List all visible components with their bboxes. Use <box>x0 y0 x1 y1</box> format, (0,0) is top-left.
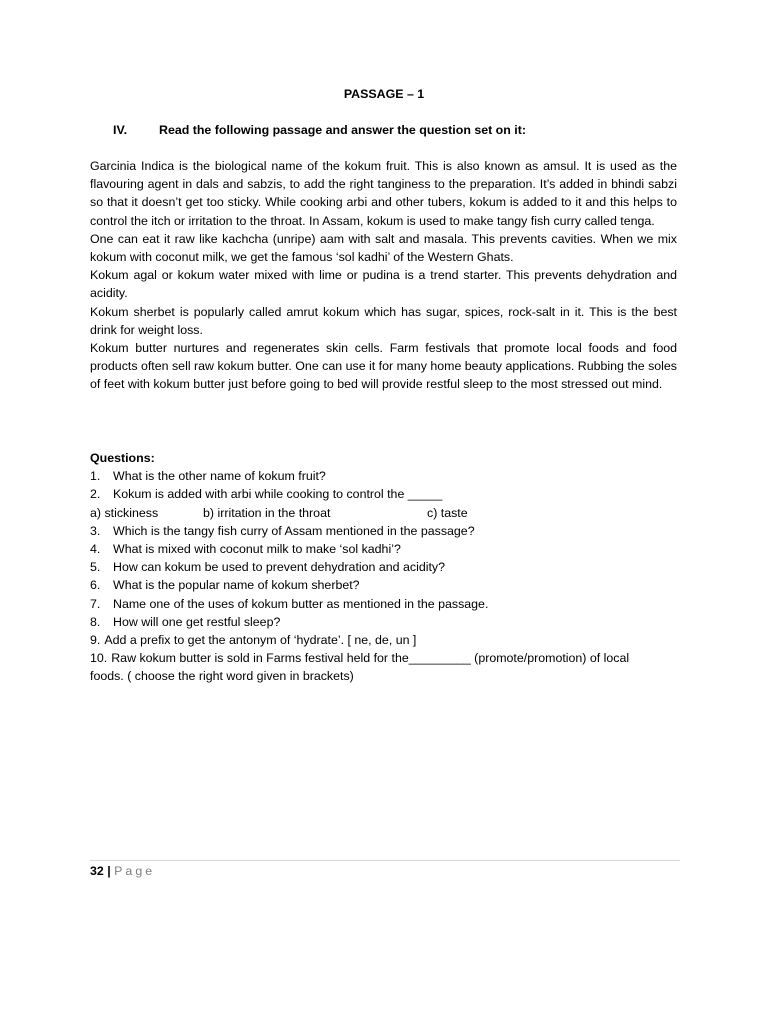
footer-separator: | <box>107 864 111 878</box>
option-a: a) stickiness <box>90 505 159 520</box>
question-item <box>90 467 690 485</box>
passage-paragraph: Garcinia Indica is the biological name of the kokum fruit. This is also known as amsul. It is used as the flavouring agent in dals and sabzis, to add the right tanginess to the preparation. It’s added in bhindi sabzi so that it doesn’t get too sticky. While cooking arbi and other tubers, kokum is added to it and this helps to control the itch or irritation to the throat. In Assam, kokum is used to make tangy fish curry called tenga. <box>90 159 677 228</box>
passage-paragraph: Kokum butter nurtures and regenerates skin cells. Farm festivals that promote local foods and food products often sell raw kokum butter. One can use it for many home beauty applications. Rubbing the soles of feet with kokum butter just before going to bed will provide restful sleep to the most stressed out mind. <box>90 341 677 392</box>
question-number: 5. <box>90 560 101 575</box>
passage-paragraph: One can eat it raw like kachcha (unripe) aam with salt and masala. This prevents cavities. When we mix kokum with coconut milk, we get the famous ‘sol kadhi’ of the Western Ghats. <box>90 231 677 265</box>
question-number: 8. <box>90 614 101 629</box>
question-text: What is the popular name of kokum sherbet? <box>113 578 360 593</box>
question-number: 9. <box>90 633 101 648</box>
question-text: Which is the tangy fish curry of Assam mentioned in the passage? <box>113 523 475 538</box>
question-item <box>90 613 690 631</box>
instruction <box>113 121 526 139</box>
page-label: Page <box>114 864 156 878</box>
question-text: Raw kokum butter is sold in Farms festival held for the_________ (promote/promotion) of local foods. ( choose the right word given in brackets) <box>90 651 630 684</box>
question-number: 1. <box>90 469 101 484</box>
question-text: Kokum is added with arbi while cooking to control the _____ <box>113 487 443 502</box>
question-text: How will one get restful sleep? <box>113 614 281 629</box>
questions-heading: Questions: <box>90 451 155 465</box>
passage-paragraph: Kokum agal or kokum water mixed with lime or pudina is a trend starter. This prevents dehydration and acidity. <box>90 268 677 301</box>
question-item <box>90 649 665 685</box>
question-number: 7. <box>90 596 101 611</box>
question-number: 3. <box>90 523 101 538</box>
passage-heading: PASSAGE – 1 <box>343 87 425 101</box>
instruction-text: Read the following passage and answer the question set on it: <box>159 123 526 137</box>
passage-body <box>90 157 677 394</box>
question-text: What is the other name of kokum fruit? <box>113 469 326 484</box>
instruction-number: IV. <box>113 123 128 137</box>
question-2-options <box>90 504 690 522</box>
questions-section <box>90 449 690 686</box>
question-number: 10. <box>90 651 108 666</box>
question-item <box>90 540 690 558</box>
question-number: 4. <box>90 542 101 557</box>
question-text: Name one of the uses of kokum butter as mentioned in the passage. <box>113 596 489 611</box>
question-item <box>90 576 690 594</box>
question-item <box>90 485 690 503</box>
passage-paragraph: Kokum sherbet is popularly called amrut kokum which has sugar, spices, rock-salt in it. This is the best drink for weight loss. <box>90 304 677 337</box>
question-text: Add a prefix to get the antonym of ‘hydrate’. [ ne, de, un ] <box>104 633 417 648</box>
question-number: 6. <box>90 578 101 593</box>
question-item <box>90 558 690 576</box>
option-c: c) taste <box>427 505 468 520</box>
page-footer <box>90 862 155 880</box>
questions-list <box>90 467 690 685</box>
page-number: 32 <box>90 864 104 878</box>
question-number: 2. <box>90 487 101 502</box>
question-item <box>90 595 690 613</box>
footer-divider <box>90 860 680 861</box>
question-item <box>90 631 690 649</box>
question-item <box>90 522 690 540</box>
option-b: b) irritation in the throat <box>203 505 331 520</box>
question-text: How can kokum be used to prevent dehydration and acidity? <box>113 560 445 575</box>
question-text: What is mixed with coconut milk to make ‘sol kadhi’? <box>113 542 401 557</box>
